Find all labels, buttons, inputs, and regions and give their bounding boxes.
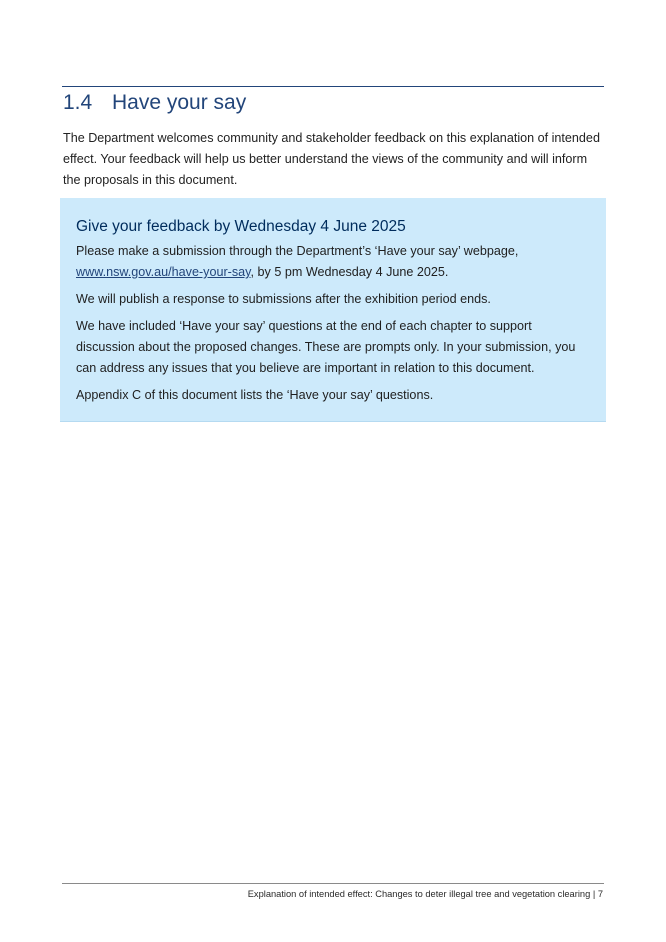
submission-text: Please make a submission through the Department’s ‘Have your say’ webpage,: [76, 244, 519, 258]
appendix-text: of this document lists the ‘Have your say’ questions.: [141, 388, 434, 402]
footer-rule: [62, 883, 604, 884]
intro-paragraph: The Department welcomes community and stakeholder feedback on this explanation of intended effect. Your feedback will help us better understand the views of the community and will inform the proposals in this document.: [63, 131, 600, 187]
submission-paragraph: [76, 241, 590, 283]
appendix-paragraph: [76, 385, 590, 406]
response-paragraph: We will publish a response to submissions after the exhibition period ends.: [76, 292, 491, 306]
submission-deadline-text: , by 5 pm Wednesday 4 June 2025.: [250, 265, 449, 279]
callout-title: Give your feedback by Wednesday 4 June 2025: [76, 218, 406, 235]
page-footer: Explanation of intended effect: Changes to deter illegal tree and vegetation clearing | 7: [247, 889, 603, 899]
section-number: 1.4: [63, 91, 93, 114]
section-heading: [63, 91, 246, 115]
section-top-rule: [62, 86, 604, 87]
appendix-reference: Appendix C: [76, 388, 142, 402]
questions-paragraph: We have included ‘Have your say’ questions at the end of each chapter to support discussion about the proposed changes. These are prompts only. In your submission, you can address any issues that you believe are important in relation to this document.: [76, 319, 576, 375]
have-your-say-link[interactable]: www.nsw.gov.au/have-your-say: [76, 265, 251, 279]
feedback-callout: [60, 198, 606, 422]
section-title: Have your say: [112, 91, 247, 114]
